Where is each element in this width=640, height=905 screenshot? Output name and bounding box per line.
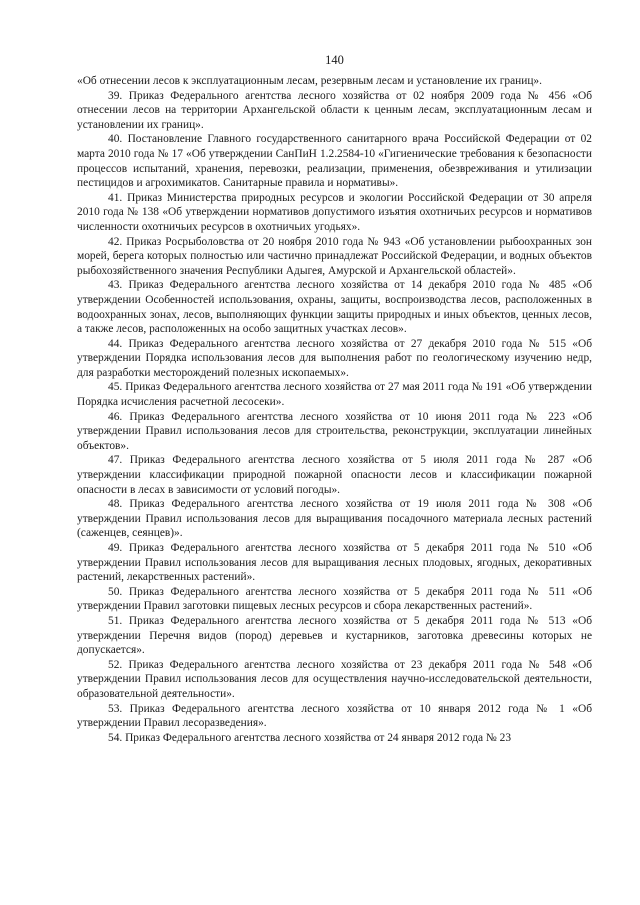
paragraph: «Об отнесении лесов к эксплуатационным лесам, резервным лесам и установление их границ». xyxy=(77,75,542,87)
paragraph: 54. Приказ Федерального агентства лесного хозяйства от 24 января 2012 года № 23 xyxy=(108,731,512,744)
paragraph: 50. Приказ Федерального агентства лесного хозяйства от 5 декабря 2011 года № 511 «Об утверждении Правил заготовки пищевых лесных ресурсов и сбора лекарственных растений». xyxy=(77,585,592,613)
page-number: 140 xyxy=(325,53,344,67)
paragraph: 44. Приказ Федерального агентства лесного хозяйства от 27 декабря 2010 года № 515 «Об утверждении Порядка использования лесов для выполнения работ по геологическому изучению недр, для разработки месторождений полезных ископаемых». xyxy=(77,337,592,379)
paragraph: 53. Приказ Федерального агентства лесного хозяйства от 10 января 2012 года № 1 «Об утверждении Правил лесоразведения». xyxy=(77,702,592,730)
paragraph: 39. Приказ Федерального агентства лесного хозяйства от 02 ноября 2009 года № 456 «Об отнесении лесов на территории Архангельской области к ценным лесам, эксплуатационным лесам и установлении их границ». xyxy=(77,89,592,131)
paragraph: 45. Приказ Федерального агентства лесного хозяйства от 27 мая 2011 года № 191 «Об утверждении Порядка исчисления расчетной лесосеки». xyxy=(77,381,592,409)
paragraph: 42. Приказ Росрыболовства от 20 ноября 2010 года № 943 «Об установлении рыбоохранных зон морей, берега которых полностью или частично принадлежат Российской Федерации, и водных объектов рыбохозяйственного значения Республики Адыгея, Амурской и Архангельской областей». xyxy=(77,235,592,277)
paragraph: 48. Приказ Федерального агентства лесного хозяйства от 19 июля 2011 года № 308 «Об утверждении Правил использования лесов для выращивания посадочного материала лесных растений (саженцев, сеянцев)». xyxy=(77,498,592,540)
paragraph: 41. Приказ Министерства природных ресурсов и экологии Российской Федерации от 30 апреля 2010 года № 138 «Об утверждении нормативов допустимого изъятия охотничьих ресурсов и нормативов численности охотничьих ресурсов в охотничьих угодьях». xyxy=(77,191,592,233)
document-body xyxy=(77,74,592,745)
paragraph: 52. Приказ Федерального агентства лесного хозяйства от 23 декабря 2011 года № 548 «Об утверждении Правил использования лесов для осуществления научно-исследовательской деятельности, образовательной деятельности». xyxy=(77,658,592,700)
paragraph: 46. Приказ Федерального агентства лесного хозяйства от 10 июня 2011 года № 223 «Об утверждении Правил использования лесов для строительства, реконструкции, эксплуатации линейных объектов». xyxy=(77,410,592,452)
paragraph: 49. Приказ Федерального агентства лесного хозяйства от 5 декабря 2011 года № 510 «Об утверждении Правил использования лесов для выращивания лесных плодовых, ягодных, декоративных растений, лекарственных растений». xyxy=(77,542,592,584)
paragraph: 47. Приказ Федерального агентства лесного хозяйства от 5 июля 2011 года № 287 «Об утверждении классификации природной пожарной опасности лесов и классификации пожарной опасности в лесах в зависимости от условий погоды». xyxy=(77,454,592,496)
paragraph: 51. Приказ Федерального агентства лесного хозяйства от 5 декабря 2011 года № 513 «Об утверждении Перечня видов (пород) деревьев и кустарников, заготовка древесины которых не допускается». xyxy=(77,614,592,657)
paragraph: 43. Приказ Федерального агентства лесного хозяйства от 14 декабря 2010 года № 485 «Об утверждении Особенностей использования, охраны, защиты, воспроизводства лесов, расположенных в водоохранных зонах, лесов, выполняющих функции защиты природных и иных объектов, ценных лесов, а также лесов, расположенных на особо защитных участках лесов». xyxy=(77,279,592,336)
paragraph: 40. Постановление Главного государственного санитарного врача Российской Федерации от 02 марта 2010 года № 17 «Об утверждении СанПиН 1.2.2584-10 «Гигиенические требования к безопасности процессов испытаний, хранения, перевозки, реализации, применения, обезвреживания и утилизации пестицидов и агрохимикатов. Санитарные правила и нормативы». xyxy=(77,133,592,190)
